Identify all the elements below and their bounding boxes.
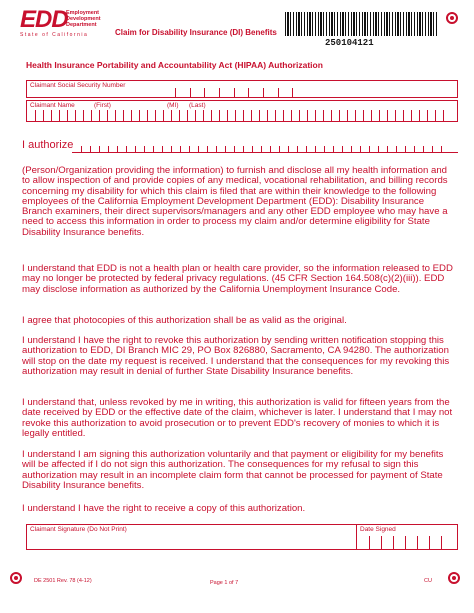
copy-right-paragraph: I understand I have the right to receive a copy of this authorization. (22, 503, 306, 514)
logo-sub-line: Employment (66, 10, 100, 16)
form-code: CU (424, 578, 432, 584)
date-signed-label: Date Signed (360, 526, 396, 533)
name-letter-cells (27, 101, 457, 121)
section-title: Health Insurance Portability and Accountability Act (HIPAA) Authorization (26, 60, 323, 70)
edd-logo (20, 8, 110, 38)
photocopies-paragraph: I agree that photocopies of this authorization shall be as valid as the original. (22, 315, 347, 326)
ssn-digit-cells (175, 81, 307, 97)
authorize-letter-cells (72, 141, 458, 153)
logo-text: EDD (20, 6, 68, 33)
date-digit-cells (357, 525, 457, 549)
middle-initial-label: (MI) (167, 102, 179, 109)
logo-state: State of California (20, 32, 89, 38)
logo-sub-line: Development (66, 16, 101, 23)
registration-target-icon (448, 572, 460, 584)
barcode-icon (285, 12, 437, 36)
voluntary-paragraph: I understand I am signing this authorization voluntarily and that payment or eligibility for my benefits will be affected if I do not sign this authorization. The consequences for my refusal to sign this authorization may result in an incomplete claim form that cannot be processed for payment of State Disability Insurance benefits. (22, 449, 444, 491)
validity-paragraph: I understand that, unless revoked by me in writing, this authorization is valid for fifteen years from the date received by EDD or the effective date of the claim, whichever is later. I understand that I may not revoke this authorization to avoid prosecution or to prevent EDD's recovery of monies to which it is legally entitled. (22, 397, 453, 439)
signature-row (26, 524, 458, 550)
form-title: Claim for Disability Insurance (DI) Benefits (115, 28, 277, 37)
signature-label: Claimant Signature (Do Not Print) (30, 526, 127, 533)
form-number: DE 2501 Rev. 78 (4-12) (34, 578, 92, 584)
first-name-label: (First) (94, 102, 111, 109)
authorize-label: I authorize (22, 139, 74, 151)
authorize-input[interactable] (72, 141, 458, 153)
claimant-name-field[interactable] (26, 100, 458, 122)
ssn-field[interactable] (26, 80, 458, 98)
barcode-number: 250104121 (325, 38, 374, 48)
revoke-paragraph: I understand I have the right to revoke this authorization by sending written notification stopping this authorization to EDD, DI Branch MIC 29, PO Box 826880, Sacramento, CA 94280. The authorization will stop on the date my request is received. I understand that the consequences for my revoking this authorization may result in denial of further State Disability Insurance benefits. (22, 335, 450, 377)
ssn-label: Claimant Social Security Number (30, 82, 126, 89)
signature-field[interactable] (27, 525, 357, 549)
page-number: Page 1 of 7 (210, 580, 239, 586)
date-signed-field[interactable] (357, 525, 457, 549)
registration-target-icon (10, 572, 22, 584)
privacy-paragraph: I understand that EDD is not a health plan or health care provider, so the information released to EDD may no longer be protected by federal privacy regulations. (45 CFR Section 164.508(c)(2)(iii)). EDD may disclose information as authorized by the California Unemployment Insurance Code. (22, 263, 453, 295)
claimant-name-label: Claimant Name (30, 102, 75, 109)
logo-sub-line: Department (66, 22, 97, 29)
authorization-scope-paragraph: (Person/Organization providing the information) to furnish and disclose all my health information and to allow inspection of and provide copies of any medical, vocational rehabilitation, and billing records concerning my disability for which this claim is filed that are within their knowledge to the following employees of the California Employment Development Department (EDD): Disability Insurance Branch examiners, their direct supervisors/managers and any other EDD employee who may have a need to access this information in order to process my claim and/or determine eligibility for State Disability Insurance benefits. (22, 165, 448, 238)
logo-subtitle (66, 10, 101, 29)
last-name-label: (Last) (189, 102, 206, 109)
registration-target-icon (446, 12, 458, 24)
